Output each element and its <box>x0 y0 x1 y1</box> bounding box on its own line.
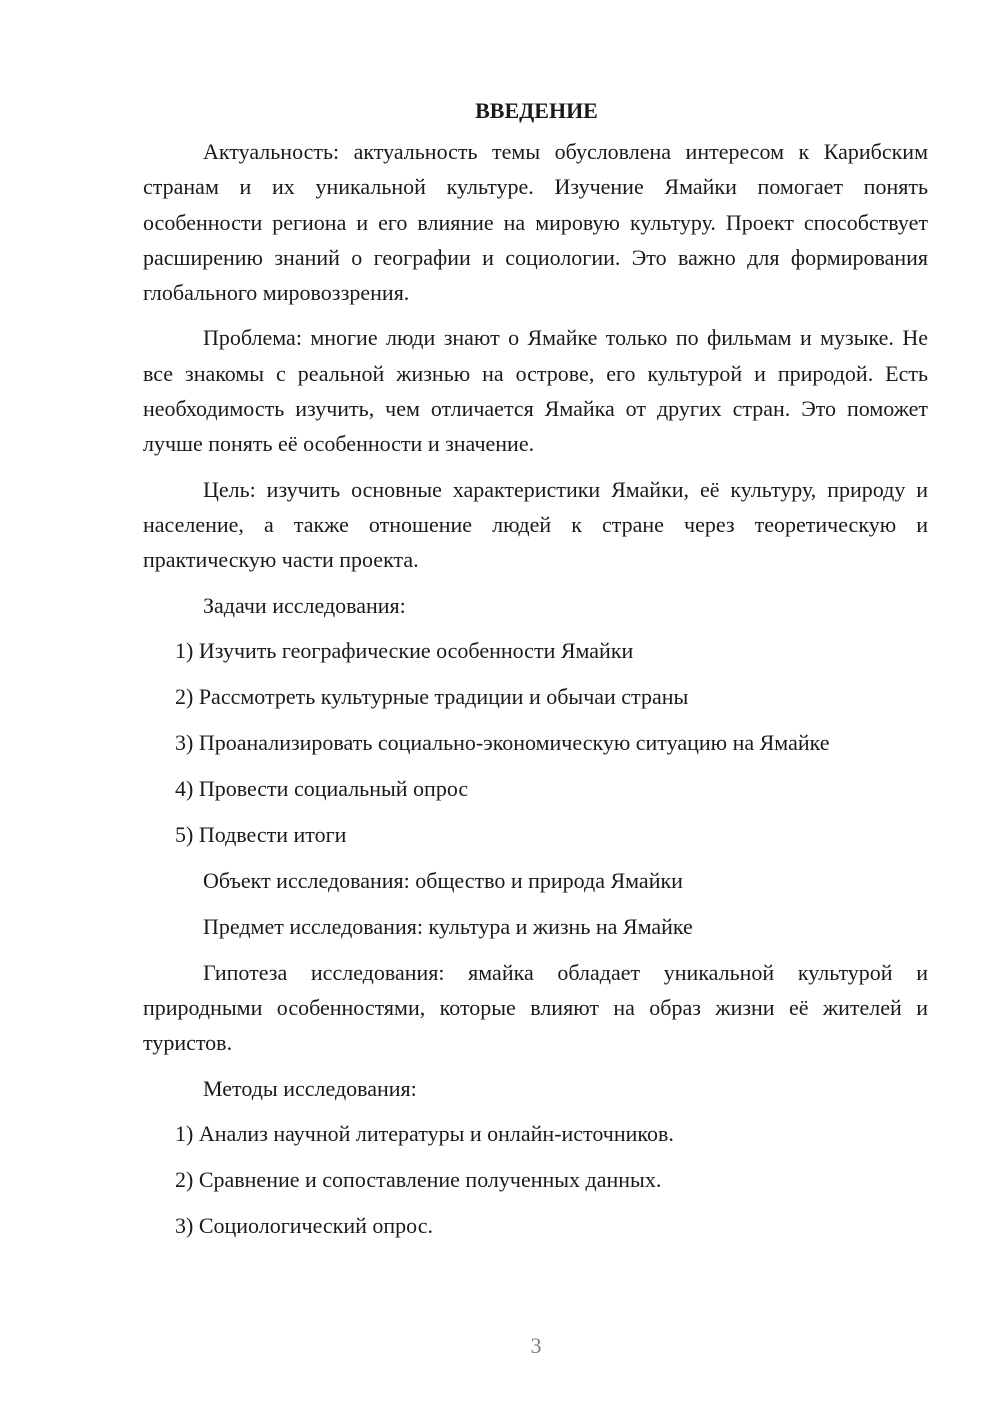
task-item: 2) Рассмотреть культурные традиции и обычаи страны <box>175 684 689 710</box>
methods-list <box>143 1116 928 1243</box>
goal-paragraph: Цель: изучить основные характеристики Ямайки, её культуру, природу и население, а также отношение людей к стране через теоретическую и практическую части проекта. <box>143 476 928 573</box>
problem-paragraph: Проблема: многие люди знают о Ямайке только по фильмам и музыке. Не все знакомы с реальной жизнью на острове, его культурой и природой. Есть необходимость изучить, чем отличается Ямайка от других стран. Это поможет лучше понять её особенности и значение. <box>143 325 928 457</box>
method-item: 2) Сравнение и сопоставление полученных данных. <box>175 1167 662 1193</box>
document-page <box>143 96 928 1254</box>
methods-heading: Методы исследования: <box>203 1075 417 1101</box>
hypothesis-paragraph: Гипотеза исследования: ямайка обладает уникальной культурой и природными особенностями, которые влияют на образ жизни её жителей и туристов. <box>143 959 928 1056</box>
tasks-heading: Задачи исследования: <box>203 592 406 618</box>
research-object: Объект исследования: общество и природа Ямайки <box>203 867 683 893</box>
task-item: 5) Подвести итоги <box>175 822 347 848</box>
task-item: 1) Изучить географические особенности Ямайки <box>175 638 634 664</box>
page-title: ВВЕДЕНИЕ <box>475 98 598 123</box>
task-item: 3) Проанализировать социально-экономическую ситуацию на Ямайке <box>175 730 830 756</box>
method-item: 1) Анализ научной литературы и онлайн-источников. <box>175 1121 674 1147</box>
research-subject: Предмет исследования: культура и жизнь на Ямайке <box>203 913 693 939</box>
relevance-paragraph: Актуальность: актуальность темы обусловлена интересом к Карибским странам и их уникальной культуре. Изучение Ямайки помогает понять особенности региона и его влияние на мировую культуру. Проект способствует расширению знаний о географии и социологии. Это важно для формирования глобального мировоззрения. <box>143 139 928 306</box>
tasks-list <box>143 633 928 852</box>
page-number: 3 <box>530 1333 542 1358</box>
task-item: 4) Провести социальный опрос <box>175 776 469 802</box>
method-item: 3) Социологический опрос. <box>175 1213 433 1239</box>
